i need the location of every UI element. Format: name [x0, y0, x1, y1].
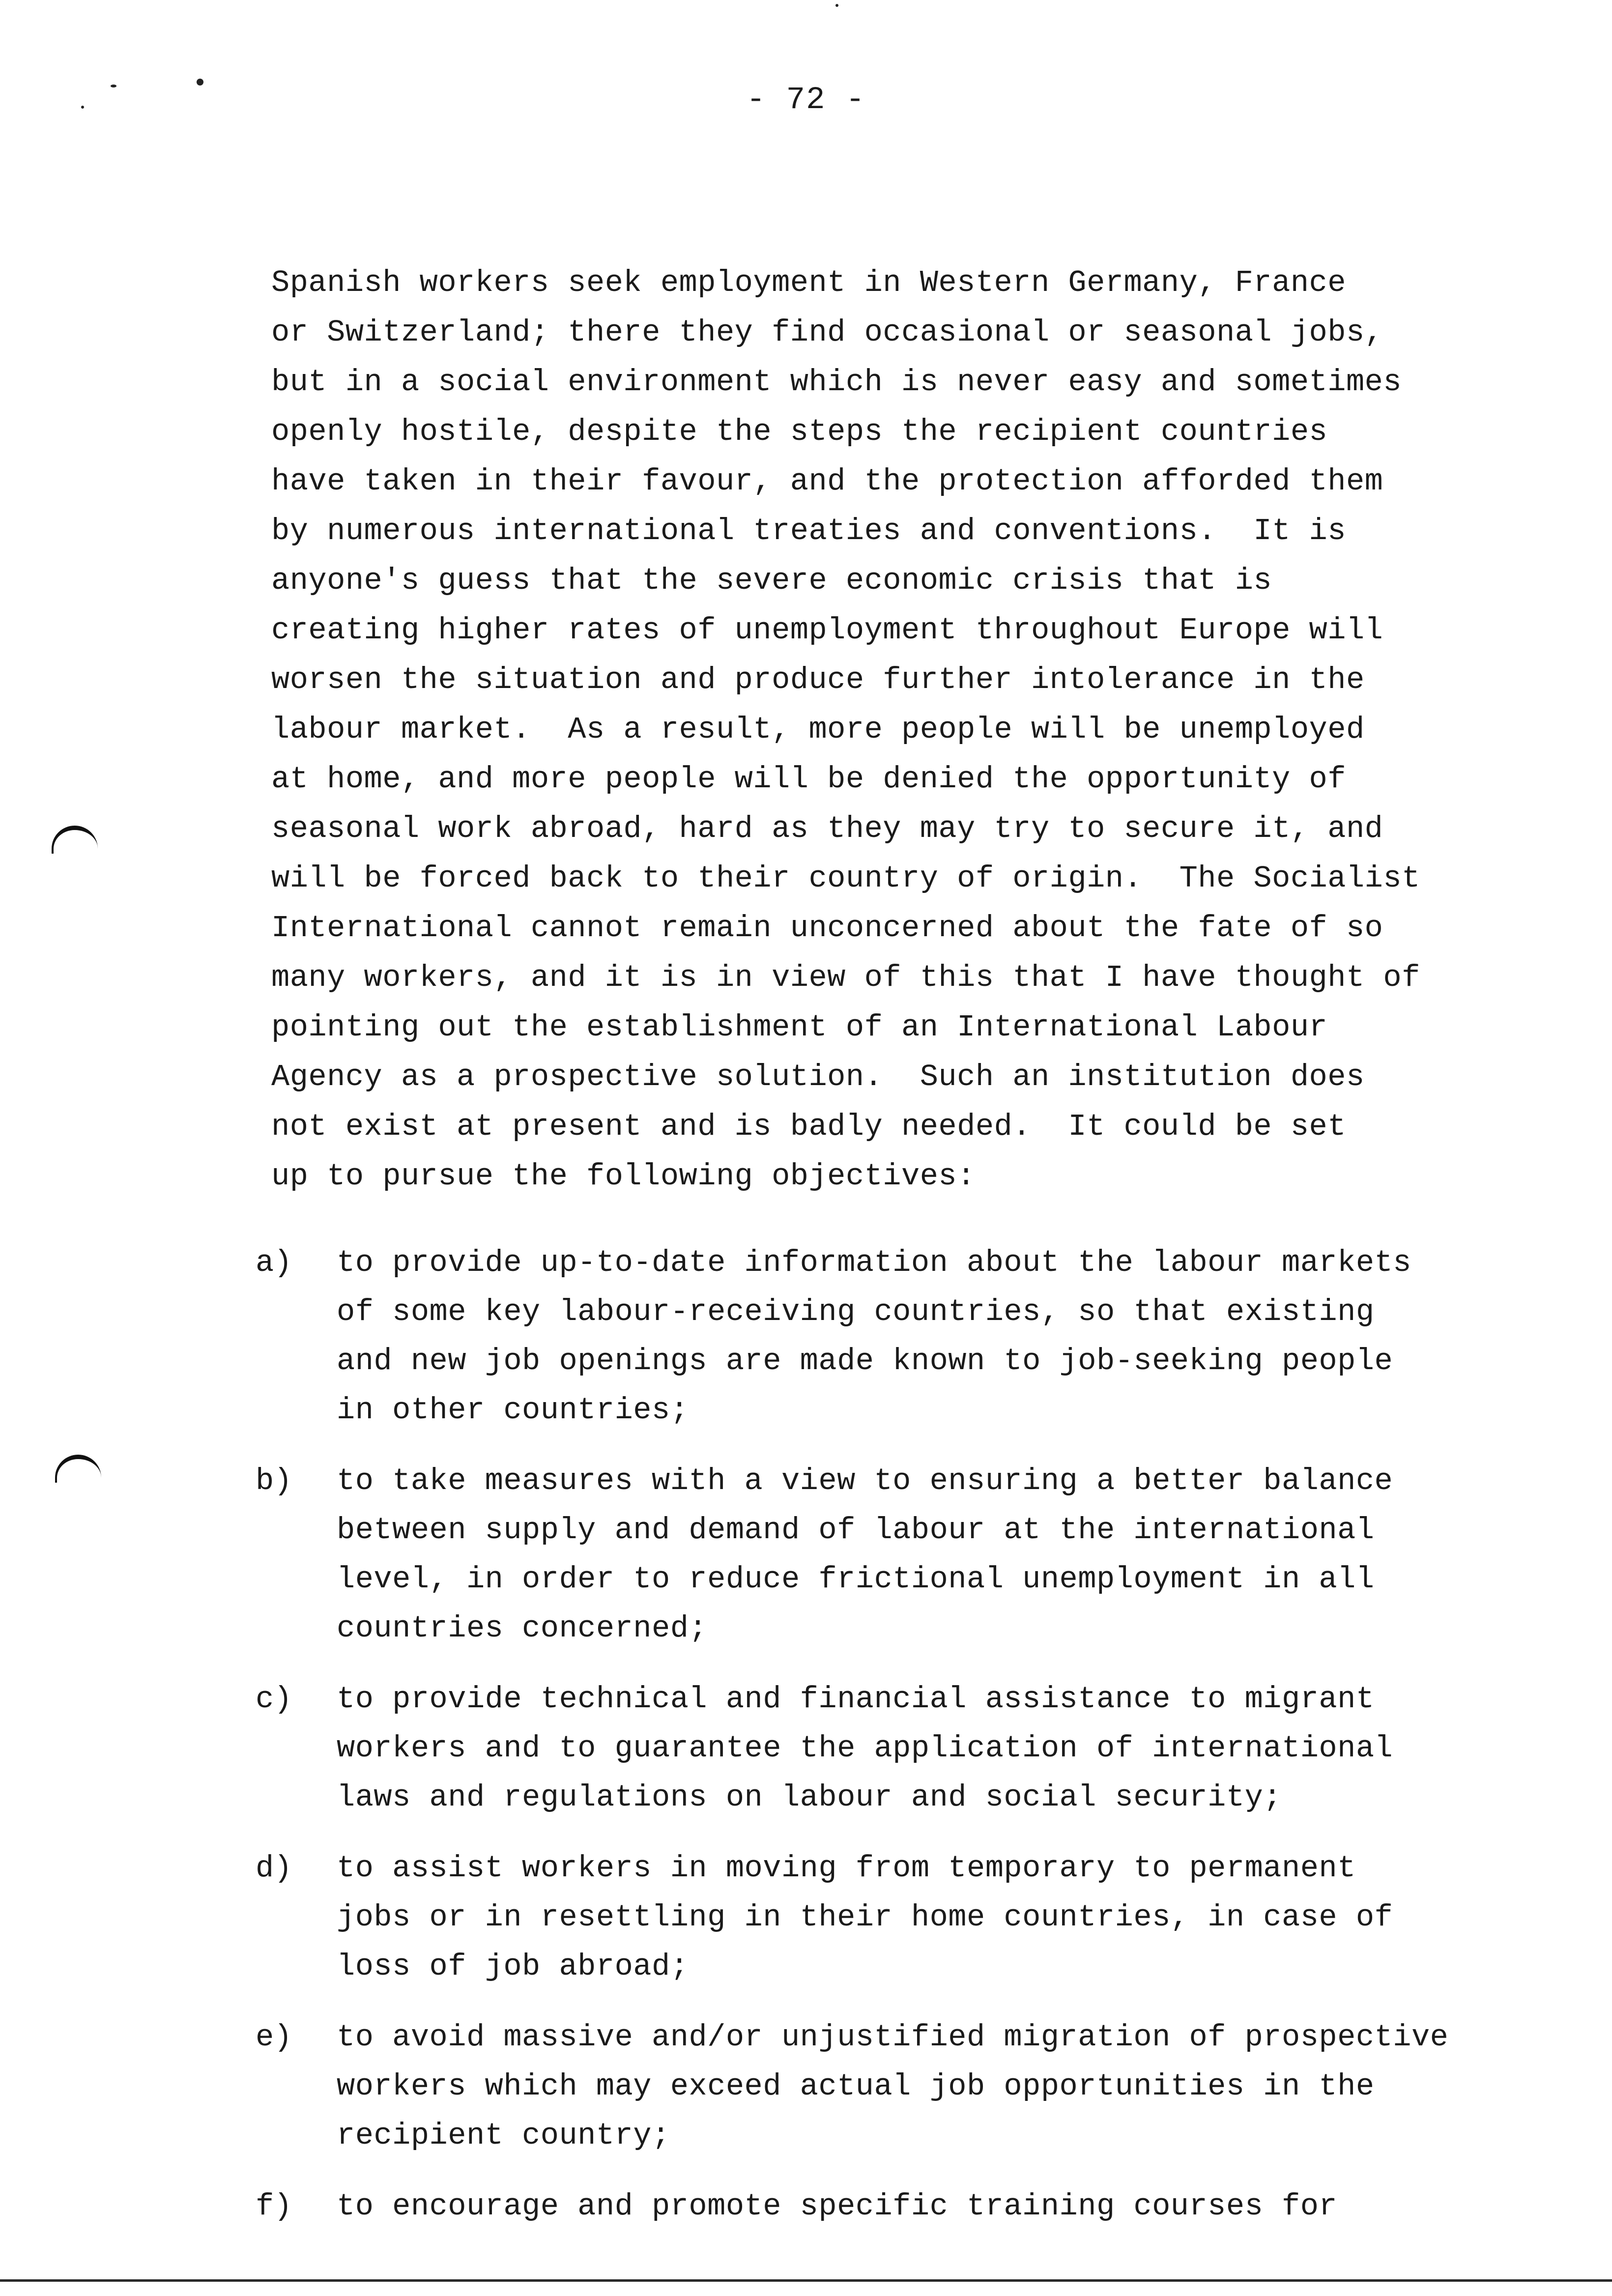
list-marker: e) — [256, 2020, 292, 2055]
objective-line: to encourage and promote specific training courses for — [337, 2189, 1338, 2224]
body-line: anyone's guess that the severe economic crisis that is — [271, 563, 1272, 598]
objective-text — [337, 1457, 1553, 1653]
objectives-list — [256, 1238, 1553, 2253]
objective-text — [337, 1238, 1553, 1435]
objective-line: to take measures with a view to ensuring a better balance — [337, 1464, 1393, 1498]
punch-hole-mark — [52, 826, 98, 854]
body-line: not exist at present and is badly needed. It could be set — [271, 1109, 1346, 1144]
body-line: will be forced back to their country of origin. The Socialist — [271, 861, 1420, 896]
objective-text — [337, 1675, 1553, 1822]
body-line: up to pursue the following objectives: — [271, 1159, 976, 1194]
body-line: by numerous international treaties and conventions. It is — [271, 514, 1346, 548]
objective-line: jobs or in resettling in their home countries, in case of — [337, 1900, 1393, 1935]
scan-speck — [81, 106, 84, 109]
objective-line: loss of job abroad; — [337, 1949, 689, 1984]
objective-line: recipient country; — [337, 2118, 670, 2153]
body-line: Agency as a prospective solution. Such an institution does — [271, 1060, 1365, 1094]
objective-item-e — [256, 2013, 1553, 2160]
list-marker: b) — [256, 1464, 292, 1498]
list-marker: c) — [256, 1682, 292, 1717]
objective-item-f — [256, 2182, 1553, 2231]
objective-item-d — [256, 1844, 1553, 1991]
objective-line: to avoid massive and/or unjustified migration of prospective — [337, 2020, 1449, 2055]
scan-speck — [835, 4, 838, 7]
objective-line: to provide technical and financial assistance to migrant — [337, 1682, 1375, 1717]
body-line: pointing out the establishment of an International Labour — [271, 1010, 1328, 1045]
body-line: many workers, and it is in view of this that I have thought of — [271, 960, 1420, 995]
objective-line: in other countries; — [337, 1393, 689, 1428]
body-line: openly hostile, despite the steps the recipient countries — [271, 414, 1328, 449]
objective-line: and new job openings are made known to job-seeking people — [337, 1344, 1393, 1378]
objective-text — [337, 2013, 1553, 2160]
objective-line: countries concerned; — [337, 1611, 708, 1646]
body-line: Spanish workers seek employment in Western Germany, France — [271, 265, 1346, 300]
objective-text — [337, 1844, 1553, 1991]
objective-line: workers and to guarantee the application of international — [337, 1731, 1393, 1766]
objective-item-a — [256, 1238, 1553, 1435]
body-line: but in a social environment which is never easy and sometimes — [271, 365, 1402, 400]
body-line: seasonal work abroad, hard as they may try to secure it, and — [271, 811, 1383, 846]
body-line: or Switzerland; there they find occasional or seasonal jobs, — [271, 315, 1383, 350]
scan-speck — [111, 85, 116, 87]
body-line: labour market. As a result, more people will be unemployed — [271, 712, 1365, 747]
body-line: have taken in their favour, and the protection afforded them — [271, 464, 1383, 499]
objective-line: to assist workers in moving from temporary to permanent — [337, 1851, 1356, 1886]
list-marker: f) — [256, 2189, 292, 2224]
objective-line: to provide up-to-date information about the labour markets — [337, 1245, 1411, 1280]
objective-text — [337, 2182, 1553, 2231]
body-line: creating higher rates of unemployment throughout Europe will — [271, 613, 1383, 648]
page-number: - 72 - — [746, 83, 866, 118]
list-marker: d) — [256, 1851, 292, 1886]
body-line: worsen the situation and produce further intolerance in the — [271, 662, 1365, 697]
page-bottom-edge — [0, 2279, 1612, 2282]
objective-line: laws and regulations on labour and social security; — [337, 1780, 1282, 1815]
objective-line: between supply and demand of labour at the international — [337, 1513, 1375, 1548]
objective-line: of some key labour-receiving countries, so that existing — [337, 1294, 1375, 1329]
objective-item-b — [256, 1457, 1553, 1653]
scan-speck — [197, 79, 203, 86]
punch-hole-mark — [55, 1455, 101, 1483]
body-line: at home, and more people will be denied the opportunity of — [271, 762, 1346, 797]
objective-item-c — [256, 1675, 1553, 1822]
list-marker: a) — [256, 1245, 292, 1280]
objective-line: workers which may exceed actual job opportunities in the — [337, 2069, 1375, 2104]
body-line: International cannot remain unconcerned about the fate of so — [271, 911, 1383, 946]
body-paragraph — [271, 258, 1529, 1201]
objective-line: level, in order to reduce frictional unemployment in all — [337, 1562, 1375, 1597]
